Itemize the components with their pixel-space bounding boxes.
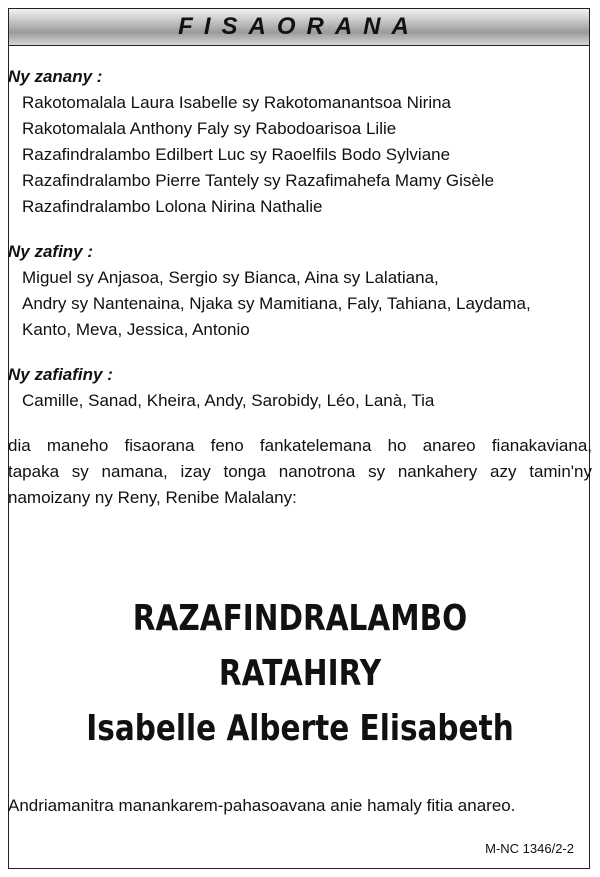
closing-blessing: Andriamanitra manankarem-pahasoavana anie hamaly fitia anareo. [8,796,516,815]
section-children [8,64,592,220]
list-item: Razafindralambo Lolona Nirina Nathalie [22,197,323,216]
deceased-surname: RAZAFINDRALAMBO [132,598,468,639]
header-bar [9,9,589,46]
thanks-message [8,433,592,511]
section-grandchildren [8,239,592,343]
section-title: Ny zanany : [8,67,103,86]
message-line: namoizany ny Reny, Renibe Malalany: [8,488,297,507]
deceased-name [0,591,600,756]
message-line: tapaka sy namana, izay tonga nanotrona sy nankahery azy tamin'ny [8,462,592,481]
message-line: dia maneho fisaorana feno fankatelemana ho anareo fianakaviana, [8,436,592,455]
list-item: Camille, Sanad, Kheira, Andy, Sarobidy, Léo, Lanà, Tia [22,391,435,410]
list-item: Kanto, Meva, Jessica, Antonio [22,320,250,339]
list-item: Razafindralambo Pierre Tantely sy Razafimahefa Mamy Gisèle [22,171,495,190]
list-item: Rakotomalala Anthony Faly sy Rabodoarisoa Lilie [22,119,397,138]
notice-body [8,64,592,511]
list-item: Miguel sy Anjasoa, Sergio sy Bianca, Aina sy Lalatiana, [22,268,439,287]
reference-code: M-NC 1346/2-2 [485,841,574,856]
list-item: Andry sy Nantenaina, Njaka sy Mamitiana, Faly, Tahiana, Laydama, [22,294,531,313]
deceased-given-names: Isabelle Alberte Elisabeth [86,708,514,749]
deceased-surname-2: RATAHIRY [218,653,382,694]
section-title: Ny zafiny : [8,242,94,261]
header-title: FISAORANA [178,13,420,40]
section-title: Ny zafiafiny : [8,365,113,384]
list-item: Rakotomalala Laura Isabelle sy Rakotomanantsoa Nirina [22,93,452,112]
list-item: Razafindralambo Edilbert Luc sy Raoelfils Bodo Sylviane [22,145,451,164]
section-great-grandchildren [8,362,592,414]
